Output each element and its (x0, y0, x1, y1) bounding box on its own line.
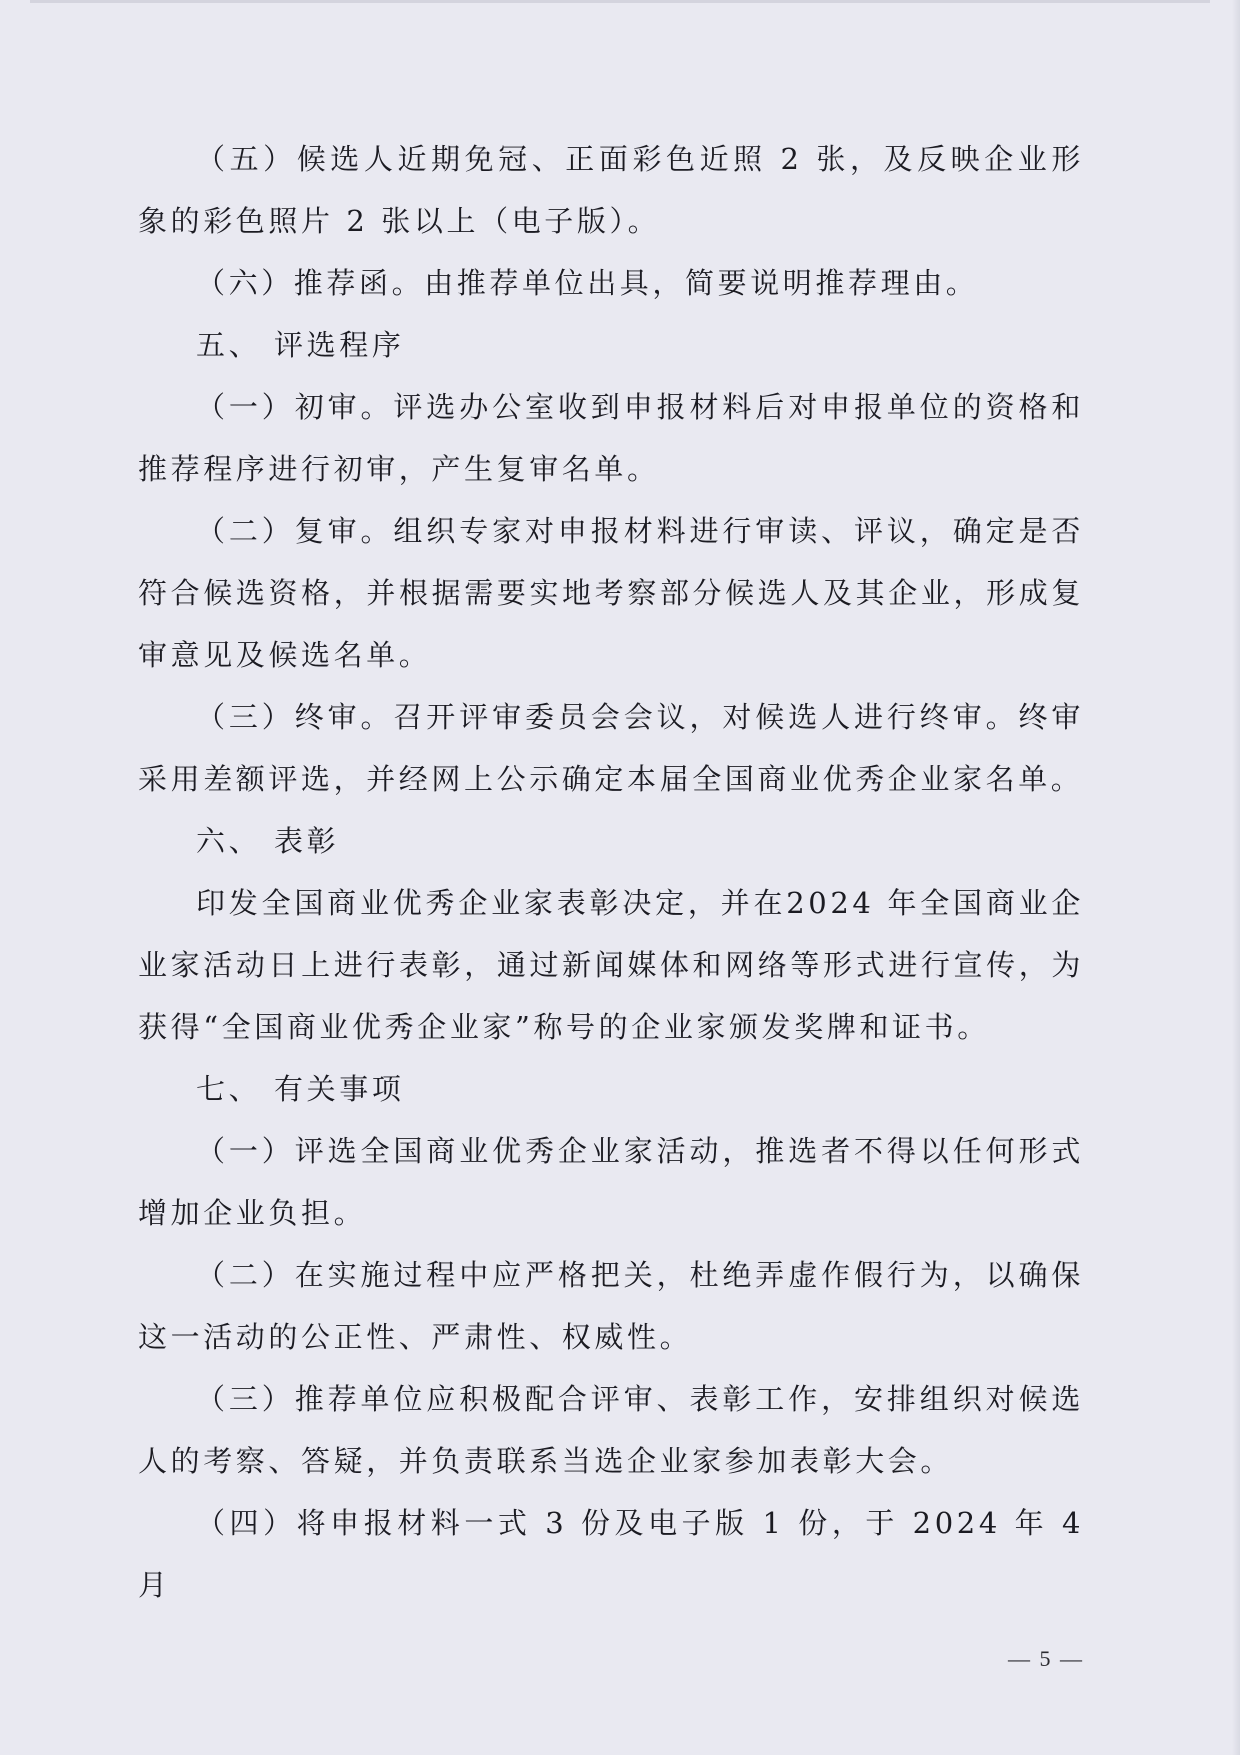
paragraph-commendation: 印发全国商业优秀企业家表彰决定，并在2024 年全国商业企业家活动日上进行表彰，通过新闻媒体和网络等形式进行宣传，为获得“全国商业优秀企业家”称号的企业家颁发奖牌和证书。 (138, 886, 1084, 1044)
page-right-edge (1232, 0, 1240, 1755)
section-heading-commendation: 六、 表彰 (196, 824, 340, 858)
paragraph-final-review: （三）终审。召开评审委员会会议，对候选人进行终审。终审采用差额评选，并经网上公示确定本届全国商业优秀企业家名单。 (138, 700, 1084, 796)
paragraph-matter-1: （一）评选全国商业优秀企业家活动，推选者不得以任何形式增加企业负担。 (138, 1134, 1084, 1230)
document-body (138, 128, 1084, 1616)
paragraph-matter-4: （四）将申报材料一式 3 份及电子版 1 份，于 2024 年 4 月 (138, 1506, 1084, 1602)
paragraph-matter-3: （三）推荐单位应积极配合评审、表彰工作，安排组织对候选人的考察、答疑，并负责联系当选企业家参加表彰大会。 (138, 1382, 1084, 1478)
section-heading-related-matters: 七、 有关事项 (196, 1072, 405, 1106)
paragraph-recommendation-letter: （六）推荐函。由推荐单位出具，简要说明推荐理由。 (196, 266, 979, 300)
section-heading-selection-procedure: 五、 评选程序 (196, 328, 405, 362)
page-number: — 5 — (1008, 1646, 1084, 1671)
paragraph-matter-2: （二）在实施过程中应严格把关，杜绝弄虚作假行为，以确保这一活动的公正性、严肃性、权威性。 (138, 1258, 1084, 1354)
paragraph-preliminary-review: （一）初审。评选办公室收到申报材料后对申报单位的资格和推荐程序进行初审，产生复审名单。 (138, 390, 1084, 486)
page-top-edge (30, 0, 1210, 3)
paragraph-photos: （五）候选人近期免冠、正面彩色近照 2 张，及反映企业形象的彩色照片 2 张以上（电子版）。 (138, 142, 1084, 238)
paragraph-second-review: （二）复审。组织专家对申报材料进行审读、评议，确定是否符合候选资格，并根据需要实地考察部分候选人及其企业，形成复审意见及候选名单。 (138, 514, 1084, 672)
